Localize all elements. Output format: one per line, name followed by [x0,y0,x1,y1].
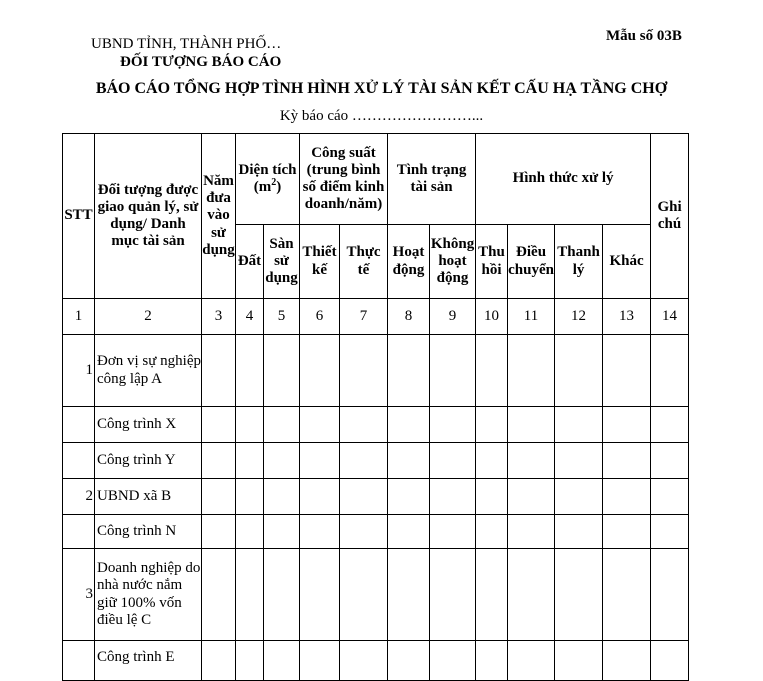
organization-line: UBND TỈNH, THÀNH PHỐ… [91,36,282,52]
asset-report-table [62,133,689,681]
row-asset-name: Công trình E [95,641,202,681]
table-row [63,479,689,515]
header-subject: Đối tượng được giao quản lý, sử dụng/ Danh mục tài sản [95,134,202,299]
header-active: Hoạt động [388,225,430,299]
header-capacity: Công suất (trung bình số điểm kinh doanh/năm) [300,134,388,225]
header-land: Đất [236,225,264,299]
row-asset-name: Công trình X [95,407,202,443]
row-stt [63,515,95,549]
column-number: 1 [63,299,95,335]
header-asset-status: Tình trạng tài sản [388,134,476,225]
column-number: 12 [555,299,603,335]
column-number: 6 [300,299,340,335]
row-stt: 1 [63,335,95,407]
header-year-in-use: Năm đưa vào sử dụng [202,134,236,299]
header-note: Ghi chú [651,134,689,299]
row-asset-name: Doanh nghiệp do nhà nước nắm giữ 100% vốn điều lệ C [95,549,202,641]
table-row [63,641,689,681]
row-stt [63,443,95,479]
column-number: 9 [430,299,476,335]
row-stt [63,641,95,681]
row-stt [63,407,95,443]
column-number: 5 [264,299,300,335]
row-stt: 3 [63,549,95,641]
column-number: 3 [202,299,236,335]
report-title: BÁO CÁO TỔNG HỢP TÌNH HÌNH XỬ LÝ TÀI SẢN KẾT CẤU HẠ TẦNG CHỢ [95,80,668,97]
header-other: Khác [603,225,651,299]
table-row [63,407,689,443]
table-row [63,443,689,479]
report-period: Kỳ báo cáo ……………………... [279,108,484,124]
table-row [63,335,689,407]
row-asset-name: UBND xã B [95,479,202,515]
header-handling-form: Hình thức xử lý [476,134,651,225]
header-floor-area: Sàn sử dụng [264,225,300,299]
header-area-close: ) [276,179,282,195]
column-number: 13 [603,299,651,335]
form-code: Mẫu số 03B [606,28,682,44]
header-actual: Thực tế [340,225,388,299]
report-subject-line: ĐỐI TƯỢNG BÁO CÁO [120,54,282,70]
row-stt: 2 [63,479,95,515]
header-transfer: Điều chuyển [508,225,555,299]
column-number: 8 [388,299,430,335]
header-inactive: Không hoạt động [430,225,476,299]
header-recovery: Thu hồi [476,225,508,299]
row-asset-name: Công trình Y [95,443,202,479]
column-number: 14 [651,299,689,335]
column-number-row [63,299,689,335]
row-asset-name: Công trình N [95,515,202,549]
row-asset-name: Đơn vị sự nghiệp công lập A [95,335,202,407]
header-design: Thiết kế [300,225,340,299]
header-area [236,134,300,225]
header-stt: STT [63,134,95,299]
header-liquidation: Thanh lý [555,225,603,299]
column-number: 10 [476,299,508,335]
column-number: 7 [340,299,388,335]
table-row [63,515,689,549]
column-number: 2 [95,299,202,335]
header-area-sup: 2 [271,177,277,188]
column-number: 4 [236,299,264,335]
header-area-text: Diện tích (m [238,161,297,195]
column-number: 11 [508,299,555,335]
table-row [63,549,689,641]
